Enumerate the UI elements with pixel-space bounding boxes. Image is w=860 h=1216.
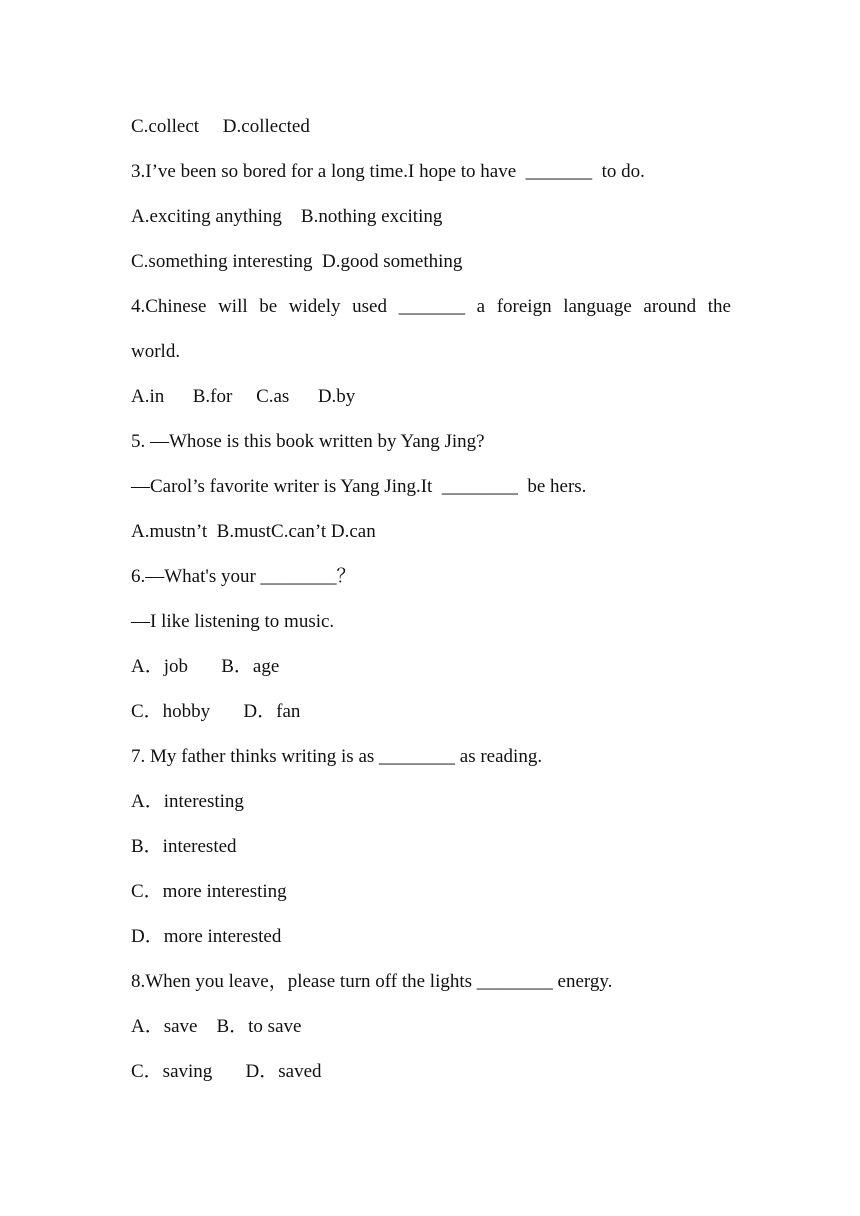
- blank: _______: [398, 296, 466, 317]
- word: around: [643, 296, 697, 317]
- option-line: D．more interested: [131, 926, 282, 947]
- question-7: 7. My father thinks writing is as ________ as reading.: [131, 746, 543, 767]
- question-4: [131, 292, 731, 337]
- option-line: C．saving D．saved: [131, 1061, 322, 1082]
- document-page: [131, 112, 731, 1102]
- word: widely: [288, 296, 341, 317]
- word: a: [476, 296, 486, 317]
- word: will: [218, 296, 248, 317]
- word: 4.Chinese: [131, 296, 207, 317]
- option-line: A.in B.for C.as D.by: [131, 386, 356, 407]
- option-line: C．hobby D．fan: [131, 701, 301, 722]
- question-4-continued: world.: [131, 341, 181, 362]
- word: be: [259, 296, 278, 317]
- option-line: C.collect D.collected: [131, 116, 310, 137]
- word: the: [707, 296, 731, 317]
- option-line: A.mustn’t B.mustC.can’t D.can: [131, 521, 376, 542]
- option-line: C．more interesting: [131, 881, 287, 902]
- option-line: C.something interesting D.good something: [131, 251, 463, 272]
- question-6-answer: —I like listening to music.: [131, 611, 335, 632]
- question-5-answer: —Carol’s favorite writer is Yang Jing.It ________ be hers.: [131, 476, 587, 497]
- word: used: [352, 296, 387, 317]
- option-line: A.exciting anything B.nothing exciting: [131, 206, 443, 227]
- question-6: 6.—What's your ________？: [131, 566, 356, 587]
- option-line: A．job B．age: [131, 656, 280, 677]
- word: language: [563, 296, 632, 317]
- question-5: 5. —Whose is this book written by Yang Jing?: [131, 431, 485, 452]
- option-line: A．save B．to save: [131, 1016, 302, 1037]
- option-line: B．interested: [131, 836, 237, 857]
- question-3: 3.I’ve been so bored for a long time.I hope to have _______ to do.: [131, 161, 645, 182]
- word: foreign: [496, 296, 552, 317]
- option-line: A．interesting: [131, 791, 244, 812]
- question-8: 8.When you leave，please turn off the lights ________ energy.: [131, 971, 613, 992]
